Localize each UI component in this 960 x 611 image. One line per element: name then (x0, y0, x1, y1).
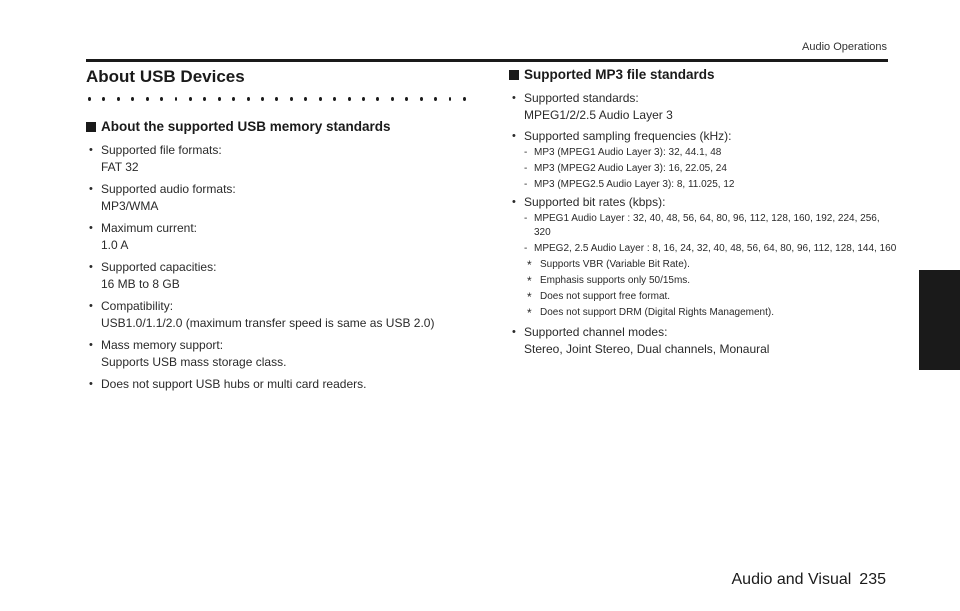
item-label: Does not support USB hubs or multi card readers. (101, 377, 367, 391)
item-label: Compatibility: (101, 299, 174, 313)
item-label: Supported bit rates (kbps): (524, 195, 666, 209)
item-label: Supported audio formats: (101, 182, 236, 196)
usb-standards-heading-text: About the supported USB memory standards (101, 119, 391, 134)
mp3-standards-heading-text: Supported MP3 file standards (524, 67, 715, 82)
notes-list (524, 258, 899, 320)
item-label: Supported sampling frequencies (kHz): (524, 129, 732, 143)
sub-list-item: - MP3 (MPEG2.5 Audio Layer 3): 8, 11.025, 12 (524, 178, 899, 192)
header-rule (86, 59, 888, 62)
list-item (86, 259, 466, 293)
item-value: 1.0 A (101, 238, 129, 252)
sub-list-item: - MPEG2, 2.5 Audio Layer : 8, 16, 24, 32, 40, 48, 56, 64, 80, 96, 112, 128, 144, 160 (524, 242, 899, 256)
item-label: Supported standards: (524, 91, 639, 105)
item-value: FAT 32 (101, 160, 139, 174)
item-label: Maximum current: (101, 221, 198, 235)
list-item (86, 376, 466, 393)
item-label: Supported capacities: (101, 260, 217, 274)
item-value: Stereo, Joint Stereo, Dual channels, Monaural (524, 342, 770, 356)
page-number: 235 (859, 571, 886, 588)
list-item (86, 220, 466, 254)
item-value: Supports USB mass storage class. (101, 355, 287, 369)
list-item-bitrates (509, 194, 899, 320)
square-bullet-icon (509, 70, 519, 80)
list-item (86, 181, 466, 215)
frequency-sub-list (524, 146, 899, 192)
item-value: USB1.0/1.1/2.0 (maximum transfer speed is same as USB 2.0) (101, 316, 435, 330)
page-footer (732, 571, 887, 589)
bitrate-sub-list (524, 212, 899, 256)
dotted-divider (86, 97, 466, 101)
square-bullet-icon (86, 122, 96, 132)
item-value: 16 MB to 8 GB (101, 277, 180, 291)
item-label: Supported file formats: (101, 143, 222, 157)
item-label: Supported channel modes: (524, 325, 668, 339)
sub-list-item: - MPEG1 Audio Layer : 32, 40, 48, 56, 64, 80, 96, 112, 128, 160, 192, 224, 256, 320 (524, 212, 899, 240)
item-label: Mass memory support: (101, 338, 224, 352)
usb-standards-heading (86, 118, 466, 136)
usb-standards-list (86, 142, 466, 393)
list-item-standards (509, 90, 899, 124)
running-header: Audio Operations (802, 41, 887, 53)
footer-section: Audio and Visual (731, 571, 852, 588)
list-item-channels (509, 324, 899, 358)
mp3-standards-heading (509, 66, 899, 84)
note-item: * Emphasis supports only 50/15ms. (524, 274, 899, 288)
mp3-standards-list (509, 90, 899, 358)
page-title: About USB Devices (86, 67, 245, 86)
right-column (509, 66, 899, 360)
list-item (86, 337, 466, 371)
item-value: MPEG1/2/2.5 Audio Layer 3 (524, 108, 673, 122)
list-item-frequencies (509, 128, 899, 192)
sub-list-item: - MP3 (MPEG2 Audio Layer 3): 16, 22.05, 24 (524, 162, 899, 176)
list-item (86, 298, 466, 332)
chapter-tab (919, 270, 960, 370)
note-item: * Supports VBR (Variable Bit Rate). (524, 258, 899, 272)
list-item (86, 142, 466, 176)
note-item: * Does not support free format. (524, 290, 899, 304)
left-column (86, 66, 466, 398)
note-item: * Does not support DRM (Digital Rights Management). (524, 306, 899, 320)
item-value: MP3/WMA (101, 199, 159, 213)
sub-list-item: - MP3 (MPEG1 Audio Layer 3): 32, 44.1, 48 (524, 146, 899, 160)
